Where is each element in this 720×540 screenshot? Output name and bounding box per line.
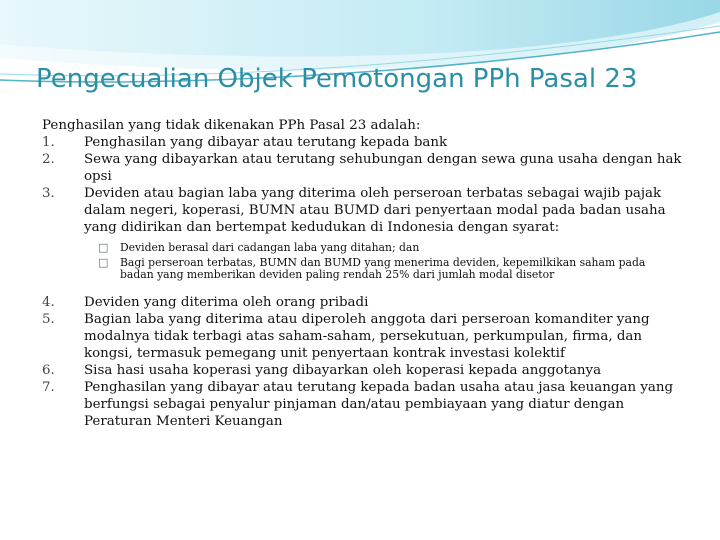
item-number: 6. [42,362,55,378]
sub-list [98,242,682,282]
sub-item-text: Deviden berasal dari cadangan laba yang ditahan; dan [120,241,420,254]
checkbox-bullet-icon: □ [98,255,109,269]
item-text: Sisa hasi usaha koperasi yang dibayarkan oleh koperasi kepada anggotanya [84,362,602,378]
item-text: Bagian laba yang diterima atau diperoleh anggota dari perseroan komanditer yang modalnya tidak terbagi atas saham-saham, persekutuan, perkumpulan, firma, dan kongsi, termasuk pemegang unit penyertaan kontrak investasi kolektif [84,311,650,361]
item-text: Penghasilan yang dibayar atau terutang kepada bank [84,135,448,150]
list-item [42,379,682,430]
item-number: 1. [42,135,55,150]
item-number: 4. [42,294,55,310]
checkbox-bullet-icon: □ [98,241,109,254]
item-number: 7. [42,379,55,395]
list-item [42,151,682,185]
slide-body [42,117,682,430]
sub-list-item [98,242,682,255]
list-item [42,311,682,362]
item-number: 3. [42,186,55,201]
intro-text: Penghasilan yang tidak dikenakan PPh Pasal 23 adalah: [42,118,421,133]
list-item [42,185,682,236]
list-item [42,294,682,311]
list-item [42,134,682,151]
list-item [42,362,682,379]
item-number: 5. [42,311,55,327]
item-text: Sewa yang dibayarkan atau terutang sehubungan dengan sewa guna usaha dengan hak opsi [84,152,682,184]
item-number: 2. [42,152,55,167]
sub-list-item [98,257,682,282]
item-text: Penghasilan yang dibayar atau terutang kepada badan usaha atau jasa keuangan yang berfungsi sebagai penyalur pinjaman dan/atau pembiayaan yang diatur dengan Peraturan Menteri Keuangan [84,379,674,429]
item-text: Deviden atau bagian laba yang diterima oleh perseroan terbatas sebagai wajib pajak dalam negeri, koperasi, BUMN atau BUMD dari penyertaan modal pada badan usaha yang didirikan dan bertempat kedudukan di Indonesia dengan syarat: [84,186,666,235]
slide-title: Pengecualian Objek Pemotongan PPh Pasal 23 [36,64,638,94]
sub-item-text: Bagi perseroan terbatas, BUMN dan BUMD yang menerima deviden, kepemilkikan saham pada badan yang memberikan deviden paling rendah 25% dari jumlah modal disetor [120,255,646,281]
item-text: Deviden yang diterima oleh orang pribadi [84,294,369,310]
